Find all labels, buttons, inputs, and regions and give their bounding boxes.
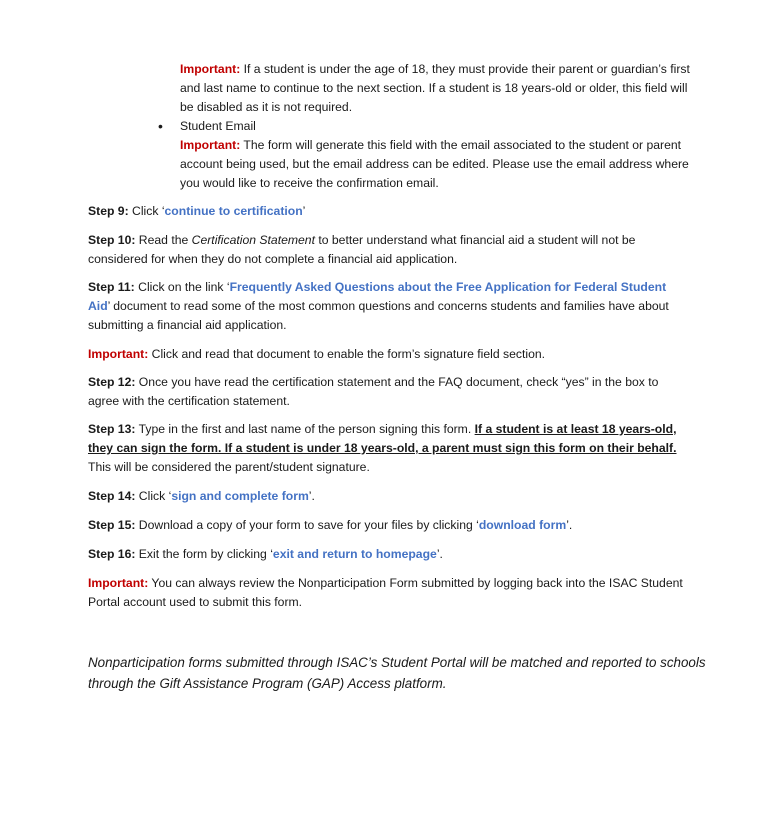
review-form-note xyxy=(88,574,688,612)
signature-field-note xyxy=(88,345,688,364)
step-13-pre: Type in the first and last name of the person signing this form. xyxy=(135,422,475,436)
review-note-text: You can always review the Nonparticipation Form submitted by logging back into the ISAC Student Portal account used to submit this form. xyxy=(88,576,683,609)
step-13-post: This will be considered the parent/student signature. xyxy=(88,460,370,474)
important-label: Important: xyxy=(88,576,149,590)
email-note xyxy=(180,136,700,193)
step-14-post: ’. xyxy=(308,489,315,503)
step-16-label: Step 16: xyxy=(88,547,136,561)
download-form-link[interactable]: download form xyxy=(478,518,567,532)
signature-note-text: Click and read that document to enable the form’s signature field section. xyxy=(148,347,546,361)
guardian-name-note xyxy=(180,60,700,117)
signer-rule-text: If a student is at least 18 years-old, they can sign the form. If a student is under 18 years-old, a parent must sign this form on their behalf. xyxy=(88,422,677,455)
step-10-post: to better understand what financial aid a student will not be considered for when they do not complete a financial aid application. xyxy=(88,233,636,266)
bullet-icon: • xyxy=(158,118,163,134)
step-10 xyxy=(88,231,688,269)
step-15-post: ’. xyxy=(566,518,573,532)
important-label: Important: xyxy=(88,347,149,361)
step-16 xyxy=(88,545,688,564)
step-12-label: Step 12: xyxy=(88,375,136,389)
step-15 xyxy=(88,516,688,535)
step-14-pre: Click ‘ xyxy=(135,489,172,503)
step-16-post: ’. xyxy=(436,547,443,561)
sign-and-complete-form-link[interactable]: sign and complete form xyxy=(171,489,309,503)
step-9-pre: Click ‘ xyxy=(128,204,165,218)
student-email-bullet xyxy=(180,117,700,136)
exit-and-return-to-homepage-link[interactable]: exit and return to homepage xyxy=(272,547,437,561)
guardian-note-text: If a student is under the age of 18, they must provide their parent or guardian’s first and last name to continue to the next section. If a student is 18 years-old or older, this field will be disabled as it is not required. xyxy=(180,62,690,114)
step-14 xyxy=(88,487,688,506)
student-email-label: Student Email xyxy=(180,119,256,133)
step-10-label: Step 10: xyxy=(88,233,136,247)
step-9 xyxy=(88,202,688,221)
step-9-label: Step 9: xyxy=(88,204,129,218)
gap-access-footer-note: Nonparticipation forms submitted through ISAC’s Student Portal will be matched and reported to schools through the Gift Assistance Program (GAP) Access platform. xyxy=(88,655,706,691)
important-label: Important: xyxy=(180,62,241,76)
continue-to-certification-link[interactable]: continue to certification xyxy=(164,204,303,218)
step-16-pre: Exit the form by clicking ‘ xyxy=(135,547,273,561)
step-10-pre: Read the xyxy=(135,233,192,247)
step-15-pre: Download a copy of your form to save for your files by clicking ‘ xyxy=(135,518,479,532)
important-label: Important: xyxy=(180,138,241,152)
step-13 xyxy=(88,420,688,477)
step-14-label: Step 14: xyxy=(88,489,136,503)
faq-document-link[interactable]: Frequently Asked Questions about the Free Application for Federal Student Aid xyxy=(88,280,667,313)
step-12 xyxy=(88,373,688,411)
step-9-post: ’ xyxy=(302,204,306,218)
step-15-label: Step 15: xyxy=(88,518,136,532)
step-11-post: ’ document to read some of the most common questions and concerns students and families have about submitting a financial aid application. xyxy=(88,299,669,332)
step-12-text: Once you have read the certification statement and the FAQ document, check “yes” in the box to agree with the certification statement. xyxy=(88,375,659,408)
email-note-text: The form will generate this field with the email associated to the student or parent account being used, but the email address can be edited. Please use the email address where you would like to receive the confirmation email. xyxy=(180,138,689,190)
step-11 xyxy=(88,278,688,335)
step-11-label: Step 11: xyxy=(88,280,135,294)
step-13-label: Step 13: xyxy=(88,422,136,436)
certification-statement-term: Certification Statement xyxy=(191,233,315,247)
step-11-pre: Click on the link ‘ xyxy=(134,280,230,294)
